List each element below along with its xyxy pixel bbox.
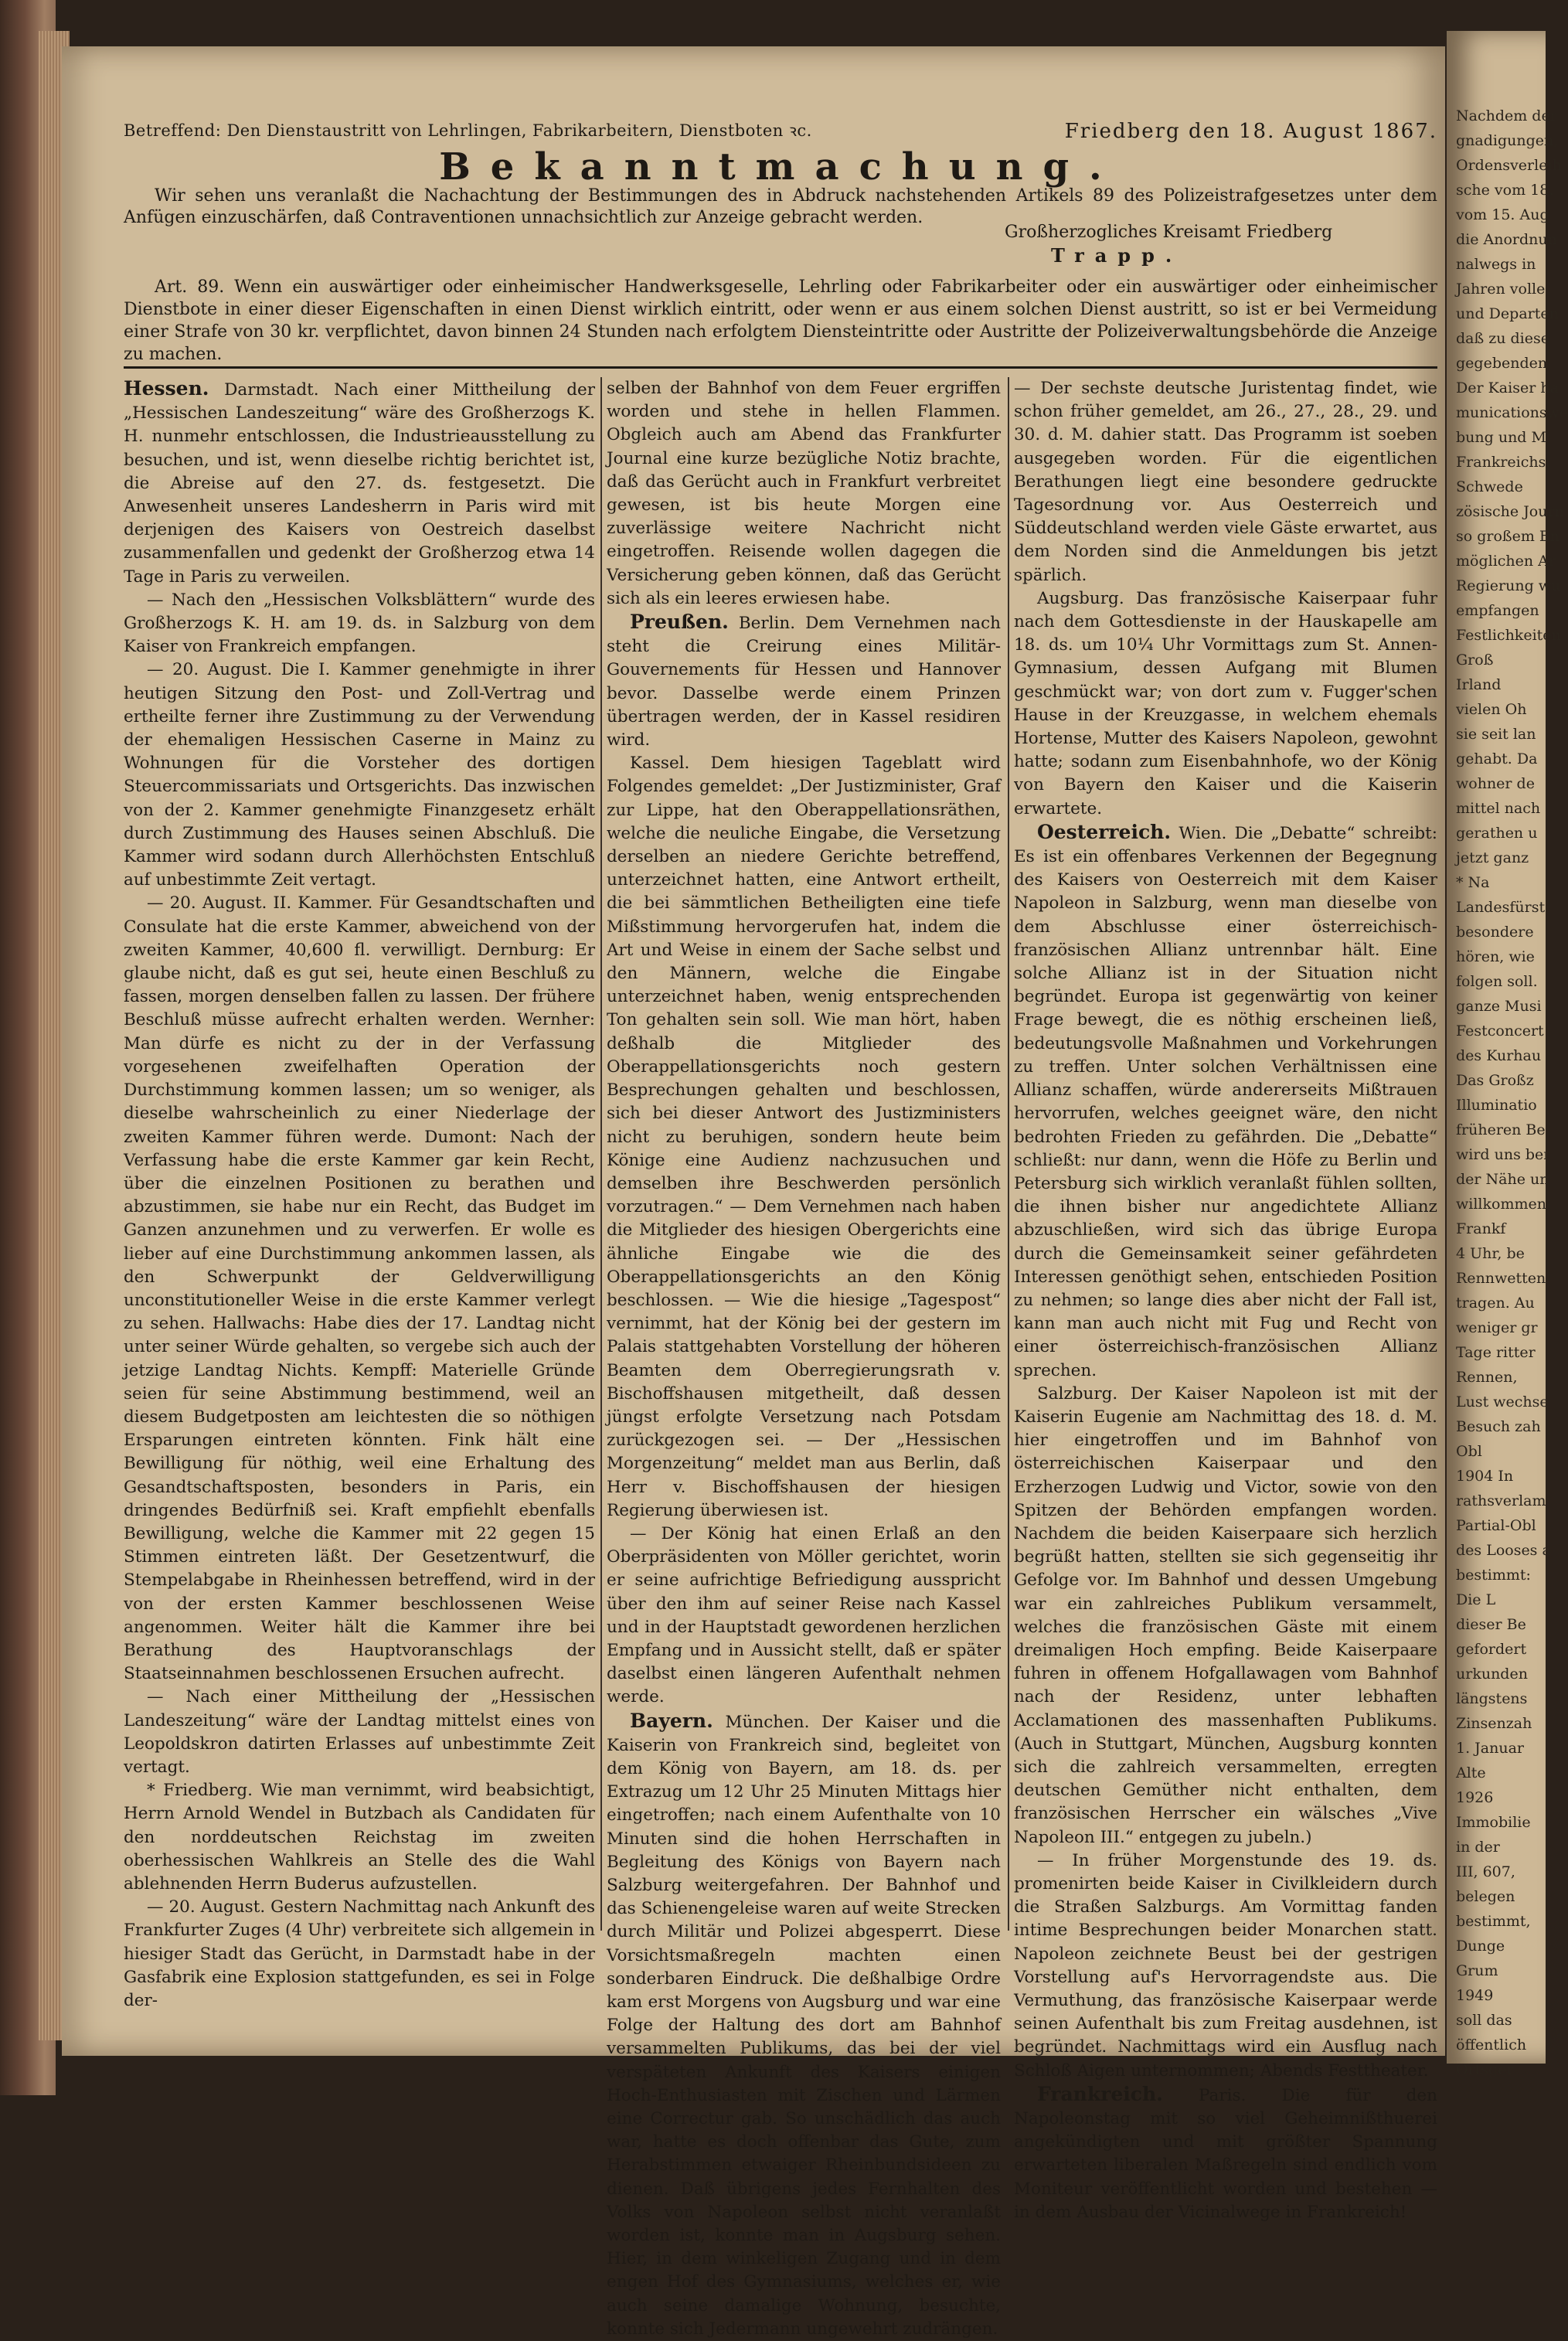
paragraph: Salzburg. Der Kaiser Napoleon ist mit der Kaiserin Eugenie am Nachmittag des 18. d. M. hier eingetroffen und im Bahnhof von österreichischen Kaiserpaar und den Erzherzogen Ludwig und Victor, sowie von den Spitzen der Behörden empfangen worden. Nachdem die beiden Kaiserpaare sich herzlich begrüßt hatten, stellten sie sich gegenseitig ihr Gefolge vor. Im Bahnhof und dessen Umgebung war ein zahlreiches Publikum versammelt, welches die französischen Gäste mit einem dreimaligen Hoch empfing. Beide Kaiserpaare fuhren in offenem Hofgallawagen vom Bahnhof nach der Residenz, unter lebhaften Acclamationen des massenhaften Publikums. (Auch in Stuttgart, München, Augsburg konnten sich die zahlreich versammelten, erregten deutschen Gemüther nicht enthalten, dem französischen Herrscher ein wälsches „Vive Napoleon III.“ entgegen zu jubeln.) bbox=[1014, 1383, 1437, 1847]
paragraph: Kassel. Dem hiesigen Tageblatt wird Folgendes gemeldet: „Der Justizminister, Graf zur Lippe, hat den Oberappellationsräthen, welche die neuliche Eingabe, die Versetzung derselben an niedere Gerichte betreffend, unterzeichnet hatten, eine Antwort ertheilt, die bei sämmtlichen Betheiligten eine tiefe Mißstimmung hervorgerufen hat, indem die Art und Weise in einem der Sache selbst und den Männern, welche die Eingabe unterzeichnet haben, wenig entsprechenden Ton gehalten sein soll. Wie man hört, haben deßhalb die Mitglieder des Oberappellationsgerichts noch gestern Besprechungen gehalten und beschlossen, sich bei dieser Antwort des Justizministers nicht zu beruhigen, sondern heute beim Könige eine Audienz nachzusuchen und demselben ihre Beschwerden persönlich vorzutragen.“ — Dem Vernehmen nach haben die Mitglieder des hiesigen Obergerichts eine ähnliche Eingabe wie die des Oberappellationsgerichts an den König beschlossen. — Wie die hiesige „Tagespost“ vernimmt, hat der König bei der gestern im Palais stattgehabten Vorstellung der höheren Beamten dem Oberregierungsrath v. Bischoffshausen mitgetheilt, daß dessen jüngst erfolgte Versetzung nach Potsdam zurückgezogen sei. — Der „Hessischen Morgenzeitung“ meldet man aus Berlin, daß Herr v. Bischoffshausen der hiesigen Regierung überwiesen ist. bbox=[607, 754, 1001, 1520]
right-page-fragment: Jahren volle bbox=[1456, 281, 1546, 298]
paragraph bbox=[124, 377, 595, 589]
paragraph bbox=[607, 1710, 1001, 2341]
paragraph bbox=[1014, 821, 1437, 1383]
right-page-fragment: Irland bbox=[1456, 676, 1502, 693]
paragraph: selben der Bahnhof von dem Feuer ergriffen worden und stehe in hellen Flammen. Obgleich auch am Abend das Frankfurter Journal eine kurze bezügliche Notiz brachte, daß das Gerücht auch in Frankfurt verbreitet gewesen, ist bis heute Morgen eine zuverlässige weitere Nachricht nicht eingetroffen. Reisende wollen dagegen die Versicherung geben können, daß das Gerücht sich als ein leeres erwiesen habe. bbox=[607, 379, 1001, 608]
paragraph-text: Paris. Die für den Napoleonstag mit so viel Geheimnißthuerei angekündigten und mit größter Spannung erwarteten liberalen Maßregeln sind endlich vom Moniteur veröffentlicht worden und bestehen — in dem Ausbau der Vicinalwege in Frankreich! bbox=[1014, 2085, 1437, 2222]
right-page-fragment: Nachdem der bbox=[1456, 107, 1557, 124]
paragraph: — Der König hat einen Erlaß an den Oberpräsidenten von Möller gerichtet, worin er seine aufrichtige Befriedigung ausspricht über den ihm auf seiner Reise nach Kassel und in der Hauptstadt gewordenen herzlichen Empfang und in Aussicht stellt, daß er später daselbst einen längeren Aufenthalt nehmen werde. bbox=[607, 1523, 1001, 1707]
right-page-fragment: vom 15. Aug bbox=[1456, 206, 1549, 223]
right-page-fragment: gnadigungen, bbox=[1456, 132, 1559, 149]
place-date: Friedberg den 18. August 1867. bbox=[1064, 120, 1437, 143]
right-page-fragment: rathsverlam bbox=[1456, 1492, 1546, 1509]
right-page-fragment: municationswe bbox=[1456, 404, 1568, 421]
right-page-fragment: die Anordnun bbox=[1456, 231, 1557, 248]
right-page-fragment: soll das bbox=[1456, 2012, 1512, 2029]
right-page-fragment: längstens bbox=[1456, 1690, 1528, 1707]
right-page-fragment: zösische Journ bbox=[1456, 503, 1564, 520]
paragraph-text: München. Der Kaiser und die Kaiserin von Frankreich sind, begleitet von dem König von Bayern, am 18. ds. per Extrazug um 12 Uhr 25 Minuten Mittags hier eingetroffen; nach einem Aufenthalte von 10 Minuten sind die hohen Herrschaften in Begleitung des Königs von Bayern nach Salzburg weitergefahren. Der Bahnhof und das Schienengeleise waren auf weite Strecken durch Militär und Polizei abgesperrt. Diese Vorsichtsmaßregeln machten einen sonderbaren Eindruck. Die deßhalbige Ordre kam erst Morgens von Augsburg und war eine Folge der Haltung des dort am Bahnhof versammelten Publikums, das bei der viel verspäteten Ankunft des Kaisers einigen Hoch-Enthusiasten mit Zischen und Lärmen eine Correctur gab. So unschädlich das auch war, hatte es doch offenbar das Gute, zum Herabstimmen etwaiger Rheinbundsideen zu dienen. Daß übrigens jedes Fernhalten des Volks von Napoleon selbst nicht veranlaßt worden ist, konnte man in Augsburg sehen. Hier, in dem winkeligen Zugang und in dem engen Hof des Gymnasiums, welches er, wie auch seine damalige Wohnung, besuchte, konnte sich Jedermann ungewehrt zudrängen. bbox=[607, 1712, 1001, 2339]
right-page-fragment: Landesfürst bbox=[1456, 899, 1546, 916]
paragraph: * Friedberg. Wie man vernimmt, wird beabsichtigt, Herrn Arnold Wendel in Butzbach als Candidaten für den norddeutschen Reichstag im zweiten oberhessischen Wahlkreis an Stelle des die Wahl ablehnenden Herrn Buderus aufzustellen. bbox=[124, 1781, 595, 1894]
right-page-fragment: wird uns ber bbox=[1456, 1146, 1551, 1163]
right-page-fragment: urkunden bbox=[1456, 1666, 1528, 1683]
right-page-fragment: der Nähe un bbox=[1456, 1171, 1549, 1188]
paragraph: — Nach den „Hessischen Volksblättern“ wurde des Großherzogs K. H. am 19. ds. in Salzburg von dem Kaiser von Frankreich empfangen. bbox=[124, 590, 595, 657]
section-heading-hessen: Hessen. bbox=[124, 377, 209, 400]
adjacent-page bbox=[1447, 31, 1568, 2078]
right-page-fragment: gerathen u bbox=[1456, 825, 1538, 842]
paragraph: — 20. August. Gestern Nachmittag nach Ankunft des Frankfurter Zuges (4 Uhr) verbreitete sich allgemein in hiesiger Stadt das Gerücht, in Darmstadt habe in der Gasfabrik eine Explosion stattgefunden, es sei in Folge der- bbox=[124, 1897, 595, 2011]
paragraph: Augsburg. Das französische Kaiserpaar fuhr nach dem Gottesdienste in der Hauskapelle am 18. ds. um 10¼ Uhr Vormittags zum St. Annen-Gymnasium, dessen Aufgang mit Blumen geschmückt war; von dort zum v. Fugger'schen Hause in der Kreuzgasse, in welchem ehemals Hortense, Mutter des Kaisers Napoleon, gewohnt hatte; sodann zum Eisenbahnhofe, wo der König von Bayern den Kaiser und die Kaiserin erwartete. bbox=[1014, 588, 1437, 818]
right-page-fragment: so großem En bbox=[1456, 528, 1560, 545]
right-page-fragment: belegen bbox=[1456, 1888, 1515, 1905]
right-page-fragment: bestimmt: bbox=[1456, 1567, 1531, 1584]
right-page-fragment: in der bbox=[1456, 1839, 1500, 1856]
right-page-fragment: mittel nach bbox=[1456, 800, 1541, 817]
right-page-fragment: und Departen bbox=[1456, 305, 1559, 322]
right-page-fragment: hören, wie bbox=[1456, 948, 1535, 965]
paragraph bbox=[1014, 2083, 1437, 2224]
right-page-fragment: Obl bbox=[1456, 1443, 1482, 1460]
right-page-fragment: gehabt. Da bbox=[1456, 750, 1538, 767]
right-page-fragment: 4 Uhr, be bbox=[1456, 1245, 1525, 1262]
right-page-fragment: Frankreichs. bbox=[1456, 454, 1551, 471]
notice-title: Bekanntmachung. bbox=[439, 145, 1122, 189]
article-89: Art. 89. Wenn ein auswärtiger oder einheimischer Handwerksgeselle, Lehrling oder Fabrikarbeiter oder ein auswärtiger oder einheimischer Dienstbote in einer dieser Eigenschaften in einen Dienst wirklich eintritt, oder wenn er aus einem solchen Dienst austritt, so ist er bei Vermeidung einer Strafe von 30 kr. verpflichtet, davon binnen 24 Stunden nach erfolgtem Diensteintritte oder Austritte der Polizeiverwaltungsbehörde die Anzeige zu machen. bbox=[124, 277, 1437, 364]
right-page-fragment: nalwegs in bbox=[1456, 256, 1536, 273]
paragraph: — 20. August. II. Kammer. Für Gesandtschaften und Consulate hat die erste Kammer, abweichend von der zweiten Kammer, 40,600 fl. verwilligt. Dernburg: Er glaube nicht, daß es gut sei, heute einen Beschluß zu fassen, morgen denselben fallen zu lassen. Der frühere Beschluß müsse aufrecht erhalten werden. Wernher: Man dürfe es nicht zu der in der Verfassung vorgesehenen zweifelhaften Operation der Durchstimmung kommen lassen; um so weniger, als dieselbe wahrscheinlich zu einer Niederlage der zweiten Kammer führen werde. Dumont: Nach der Verfassung habe die erste Kammer gar kein Recht, über die einzelnen Positionen zu berathen und abzustimmen, sie habe nur ein Recht, das Budget im Ganzen anzunehmen und zu verwerfen. Er wolle es lieber auf eine Durchstimmung ankommen lassen, als den Schwerpunkt der Geldverwilligung unconstitutioneller Weise in die erste Kammer verlegt zu sehen. Hallwachs: Habe dies der 17. Landtag nicht unter seiner Würde gehalten, so vergebe sich auch der jetzige Landtag Nichts. Kempff: Materielle Gründe seien für seine Abstimmung bestimmend, weil an diesem Budgetposten am leichtesten die so nöthigen Ersparungen eintreten könnten. Fink hält eine Bewilligung für nöthig, weil eine Erhaltung des Gesandtschaftsposten, besonders in Paris, ein dringendes Bedürfniß sei. Kraft empfiehlt ebenfalls Bewilligung, welche die Kammer mit 22 gegen 15 Stimmen eintreten läßt. Der Gesetzentwurf, die Stempelabgabe in Rheinhessen betreffend, wird in der von der ersten Kammer beschlossenen Weise angenommen. Weiter hält die Kammer ihre bei Berathung des Hauptvoranschlags der Staatseinnahmen beschlossenen Ersuchen aufrecht. bbox=[124, 893, 595, 1684]
paragraph-text: Darmstadt. Nach einer Mittheilung der „Hessischen Landeszeitung“ wäre des Großherzogs K. H. nunmehr entschlossen, die Industrieausstellung zu besuchen, und ist, wenn dieselbe richtig berichtet ist, die Abreise auf den 27. ds. festgesetzt. Die Anwesenheit unseres Landesherrn in Paris wird mit derjenigen des Kaisers von Oestreich daselbst zusammenfallen und gedenkt der Großherzog etwa 14 Tage in Paris zu verweilen. bbox=[124, 380, 595, 587]
right-page-fragment: 1904 In bbox=[1456, 1468, 1514, 1485]
right-page-fragment: Das Großz bbox=[1456, 1072, 1534, 1089]
right-page-fragment: Besuch zah bbox=[1456, 1418, 1541, 1435]
right-page-fragment: sche vom 18. bbox=[1456, 182, 1554, 199]
right-page-fragment: Groß bbox=[1456, 652, 1494, 669]
right-page-fragment: Dunge bbox=[1456, 1938, 1505, 1955]
right-page-fragment: daß zu diese bbox=[1456, 330, 1549, 347]
section-heading-frankreich: Frankreich. bbox=[1037, 2082, 1163, 2105]
right-page-fragment: Rennen, bbox=[1456, 1369, 1518, 1386]
paragraph: — In früher Morgenstunde des 19. ds. promenirten beide Kaiser in Civilkleidern durch die Straßen Salzburgs. Am Vormittag fanden intime Besprechungen beider Monarchen statt. Napoleon zeichnete Beust bei der gestrigen Vorstellung auf's Hervorragendste aus. Die Vermuthung, das französische Kaiserpaar werde seinen Aufenthalt bis zum Freitag ausdehnen, ist begründet. Nachmittags wird ein Ausflug nach Schloß Aigen unternommen; Abends Festtheater. bbox=[1014, 1850, 1437, 2081]
paragraph bbox=[607, 611, 1001, 752]
column-1 bbox=[124, 377, 595, 2011]
right-page-fragment: sie seit lan bbox=[1456, 726, 1536, 743]
right-page-fragment: gefordert bbox=[1456, 1641, 1527, 1658]
paragraph: — Nach einer Mittheilung der „Hessischen Landeszeitung“ wäre der Landtag mittelst eines von Leopoldskron datirten Erlasses auf unbestimmte Zeit vertagt. bbox=[124, 1687, 595, 1777]
column-2 bbox=[607, 377, 1001, 2339]
right-page-fragment: jetzt ganz bbox=[1456, 849, 1529, 866]
right-page-fragment: Grum bbox=[1456, 1962, 1498, 1979]
column-divider-2 bbox=[1008, 377, 1009, 1931]
right-page-fragment: Rennwetten bbox=[1456, 1270, 1546, 1287]
right-page-fragment: Zinsenzah bbox=[1456, 1715, 1532, 1732]
paragraph: — Der sechste deutsche Juristentag findet, wie schon früher gemeldet, am 26., 27., 28., 29. und 30. d. M. dahier statt. Das Programm ist soeben ausgegeben worden. Für die eigentlichen Berathungen liegt eine besondere gedruckte Tagesordnung vor. Aus Oesterreich und Süddeutschland werden viele Gäste erwartet, aus dem Norden sind die Anmeldungen bis jetzt spärlich. bbox=[1014, 379, 1437, 585]
right-page-fragment: bestimmt, bbox=[1456, 1913, 1531, 1930]
section-heading-bayern: Bayern. bbox=[630, 1709, 713, 1732]
right-page-fragment: Lust wechse bbox=[1456, 1393, 1549, 1410]
notice-signature: Trapp. bbox=[1051, 244, 1183, 267]
right-page-fragment: Tage ritter bbox=[1456, 1344, 1536, 1361]
right-page-fragment: bung und M bbox=[1456, 429, 1546, 446]
right-page-fragment: Festlichkeiten bbox=[1456, 627, 1561, 644]
right-page-fragment: 1949 bbox=[1456, 1987, 1494, 2004]
right-page-fragment: weniger gr bbox=[1456, 1319, 1538, 1336]
right-page-fragment: dieser Be bbox=[1456, 1616, 1526, 1633]
right-page-fragment: Regierung wu bbox=[1456, 577, 1561, 594]
paragraph: — 20. August. Die I. Kammer genehmigte in ihrer heutigen Sitzung den Post- und Zoll-Vertrag und ertheilte ferner ihre Zustimmung zu der Verwendung der ehemaligen Hessischen Caserne in Mainz zu Wohnungen für die Vorsteher des dortigen Steuercommissariats und Ortsgerichts. Das inzwischen von der 2. Kammer genehmigte Finanzgesetz erhält durch Zustimmung des Hauses seinen Abschluß. Die Kammer wird sodann durch Allerhöchsten Entschluß auf unbestimmte Zeit vertagt. bbox=[124, 660, 595, 890]
right-page-fragment: des Kurhau bbox=[1456, 1047, 1542, 1064]
right-page-fragment: des Looses a bbox=[1456, 1542, 1551, 1559]
right-page-fragment: Schwede bbox=[1456, 478, 1523, 495]
right-page-fragment: Alte bbox=[1456, 1764, 1486, 1781]
right-page-fragment: 1. Januar bbox=[1456, 1740, 1524, 1757]
right-page-fragment: wohner de bbox=[1456, 775, 1535, 792]
right-page-fragment: Die L bbox=[1456, 1591, 1496, 1608]
right-page-fragment: willkommen bbox=[1456, 1196, 1546, 1213]
section-heading-oesterreich: Oesterreich. bbox=[1037, 820, 1172, 843]
right-page-fragment: besondere bbox=[1456, 924, 1534, 941]
right-page-fragment: Ortsger bbox=[1456, 2061, 1514, 2078]
right-page-fragment: Immobilie bbox=[1456, 1814, 1531, 1831]
right-page-fragment: folgen soll. bbox=[1456, 973, 1538, 990]
right-page-fragment: öffentlich bbox=[1456, 2036, 1527, 2053]
right-page-fragment: Ordensverleih bbox=[1456, 157, 1562, 174]
right-page-fragment: III, 607, bbox=[1456, 1863, 1515, 1880]
right-page-fragment: 1926 bbox=[1456, 1789, 1494, 1806]
section-heading-preussen: Preußen. bbox=[630, 611, 729, 634]
right-page-fragment: Partial-Obl bbox=[1456, 1517, 1536, 1534]
notice-authority: Großherzogliches Kreisamt Friedberg bbox=[1005, 223, 1333, 242]
right-page-fragment: früheren Be bbox=[1456, 1121, 1546, 1138]
right-page-fragment: empfangen bbox=[1456, 602, 1539, 619]
right-page-fragment: tragen. Au bbox=[1456, 1295, 1535, 1312]
right-page-fragment: gegebenden bbox=[1456, 355, 1548, 372]
right-page-fragment: Festconcert bbox=[1456, 1022, 1544, 1039]
column-divider-1 bbox=[600, 377, 602, 1931]
paragraph-text: Wien. Die „Debatte“ schreibt: Es ist ein offenbares Verkennen der Begegnung des Kaisers von Oesterreich mit dem Kaiser Napoleon in Salzburg, wenn man dieselbe von dem Abschlusse einer österreichisch-französischen Allianz untrennbar hält. Eine solche Allianz ist in der Situation nicht begründet. Europa ist gegenwärtig von keiner Frage bewegt, die es nöthig erscheinen ließ, bedeutungsvolle Maßnahmen und Vorkehrungen zu treffen. Unter solchen Verhältnissen eine Allianz schaffen, würde andererseits Mißtrauen hervorrufen, welches geeignet wäre, den nicht bedrohten Frieden zu gefährden. Die „Debatte“ schließt: nur dann, wenn die Höfe zu Berlin und Petersburg sich wirklich veranlaßt fühlen sollten, die ihnen bisher nur angedichtete Allianz abzuschließen, wird sich das übrige Europa durch die Gemeinsamkeit seiner gefährdeten Interessen genöthigt sehen, entschieden Position zu nehmen; so lange dies aber nicht der Fall ist, kann man auch nicht mit Fug und Recht von einer österreichisch-französischen Allianz sprechen. bbox=[1014, 823, 1437, 1380]
paragraph-text: Berlin. Dem Vernehmen nach steht die Creirung eines Militär-Gouvernements für Hessen und Hannover bevor. Dasselbe werde einem Prinzen übertragen werden, der in Kassel residiren wird. bbox=[607, 614, 1001, 750]
notice-intro: Wir sehen uns veranlaßt die Nachachtung der Bestimmungen des in Abdruck nachstehenden Artikels 89 des Polizeistrafgesetzes unter dem Anfügen einzuschärfen, daß Contraventionen unnachsichtlich zur Anzeige gebracht werden. bbox=[124, 186, 1437, 227]
right-page-fragment: ganze Musi bbox=[1456, 998, 1542, 1015]
horizontal-rule bbox=[124, 366, 1437, 369]
right-page-fragment: Frankf bbox=[1456, 1220, 1506, 1237]
right-page-fragment: Illuminatio bbox=[1456, 1097, 1537, 1114]
column-3 bbox=[1014, 377, 1437, 2222]
subject-line: Betreffend: Den Dienstaustritt von Lehrlingen, Fabrikarbeitern, Dienstboten ꝛc. bbox=[124, 121, 812, 140]
right-page-fragment: vielen Oh bbox=[1456, 701, 1527, 718]
right-page-fragment: * Na bbox=[1456, 874, 1490, 891]
right-page-fragment: Der Kaiser ha bbox=[1456, 379, 1559, 396]
right-page-fragment: möglichen Ar bbox=[1456, 553, 1556, 570]
